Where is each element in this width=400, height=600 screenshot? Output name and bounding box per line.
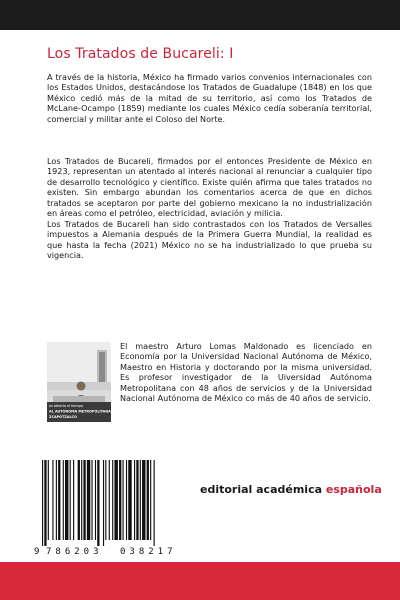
barcode-bar xyxy=(154,460,155,546)
photo-banner-line-3: ZCAPOTZALCO xyxy=(49,415,77,419)
barcode-digit-lead: 9 xyxy=(34,547,40,557)
barcode-bar xyxy=(119,460,121,540)
barcode-bar xyxy=(95,460,96,540)
barcode-bars xyxy=(42,460,155,546)
barcode-bar xyxy=(81,460,82,540)
barcode-bar xyxy=(109,460,110,540)
barcode-bar xyxy=(150,460,151,540)
barcode-bar xyxy=(56,460,57,540)
barcode-bar xyxy=(142,460,145,540)
bottom-red-band xyxy=(0,562,400,600)
author-bio: El maestro Arturo Lomas Maldonado es licenciado en Economía por la Universidad Nacional Autónoma de México, Maestro en Historia y doctorando por la misma universidad. Es profesor investigador de la Uiversidad Autónoma Metropolitana con 48 años de servicios y de la Universidad Nacional Autónoma de México co más de 40 años de servicio. xyxy=(120,341,372,404)
barcode-bar xyxy=(147,460,149,540)
barcode-bar xyxy=(134,460,135,540)
barcode-bar xyxy=(48,460,49,540)
isbn-barcode xyxy=(32,458,196,558)
barcode-bar xyxy=(65,460,68,540)
barcode-bar xyxy=(70,460,71,540)
barcode-bar xyxy=(126,460,127,540)
barcode-graphic xyxy=(32,458,196,558)
barcode-digits-left: 786203 xyxy=(46,547,103,557)
barcode-bar xyxy=(91,460,92,540)
barcode-bar xyxy=(44,460,46,546)
publisher-logo xyxy=(200,483,382,496)
photo-banner-line-1: as abierta al tiempo xyxy=(49,404,84,408)
barcode-bar xyxy=(63,460,64,540)
barcode-bar xyxy=(136,460,138,540)
publisher-name: editorial académica xyxy=(200,483,326,496)
barcode-bar xyxy=(123,460,124,540)
barcode-bar xyxy=(78,460,80,540)
barcode-digits-right: 038217 xyxy=(120,547,177,557)
synopsis-paragraph-1: A través de la historia, México ha firmado varios convenios internacionales con los Estados Unidos, destacándose los Tratados de Guadalupe (1848) en los que México cedió más de la mitad de su territorio, así como los Tratados de McLane-Ocampo (1859) mediante los cuales México cedía soberanía territorial, comercial y militar ante el Coloso del Norte. xyxy=(47,72,372,124)
barcode-bar xyxy=(112,460,113,540)
book-title: Los Tratados de Bucareli: I xyxy=(47,46,234,62)
barcode-bar xyxy=(87,460,90,540)
barcode-bar xyxy=(73,460,74,540)
synopsis-paragraph-2: Los Tratados de Bucareli, firmados por el entonces Presidente de México en 1923, representan un atentado al interés nacional al renunciar a cualquier tipo de desarrollo tecnológico y científico. Existe quién afirma que tales tratados no existen. Sin embargo abundan los comentarios acerca de que en dichos tratados se aceptaron por parte del gobierno mexicano la no industrialización en áreas como el petróleo, electricidad, aviación y milicia. xyxy=(47,156,372,219)
barcode-bar xyxy=(58,460,60,540)
barcode-bar xyxy=(52,460,53,540)
barcode-bar xyxy=(140,460,141,540)
synopsis-paragraph-3: Los Tratados de Bucareli han sido contrastados con los Tratados de Versalles impuestos a Alemania después de la Primera Guerra Mundial, la realidad es que hasta la fecha (2021) México no se ha industrializado lo que prueba su vigencia. xyxy=(47,219,372,261)
barcode-bar xyxy=(103,460,104,546)
top-black-band xyxy=(0,0,400,30)
barcode-bar xyxy=(105,460,106,540)
barcode-bar xyxy=(42,460,43,546)
author-photo xyxy=(47,342,111,422)
barcode-bar xyxy=(83,460,85,540)
barcode-bar xyxy=(114,460,117,540)
author-photo-image xyxy=(47,342,111,422)
barcode-bar xyxy=(97,460,99,546)
photo-banner-line-2: AL AUTONOMA METROPOLITANA xyxy=(49,409,111,414)
publisher-name-accent: española xyxy=(325,483,382,496)
barcode-bar xyxy=(128,460,131,540)
